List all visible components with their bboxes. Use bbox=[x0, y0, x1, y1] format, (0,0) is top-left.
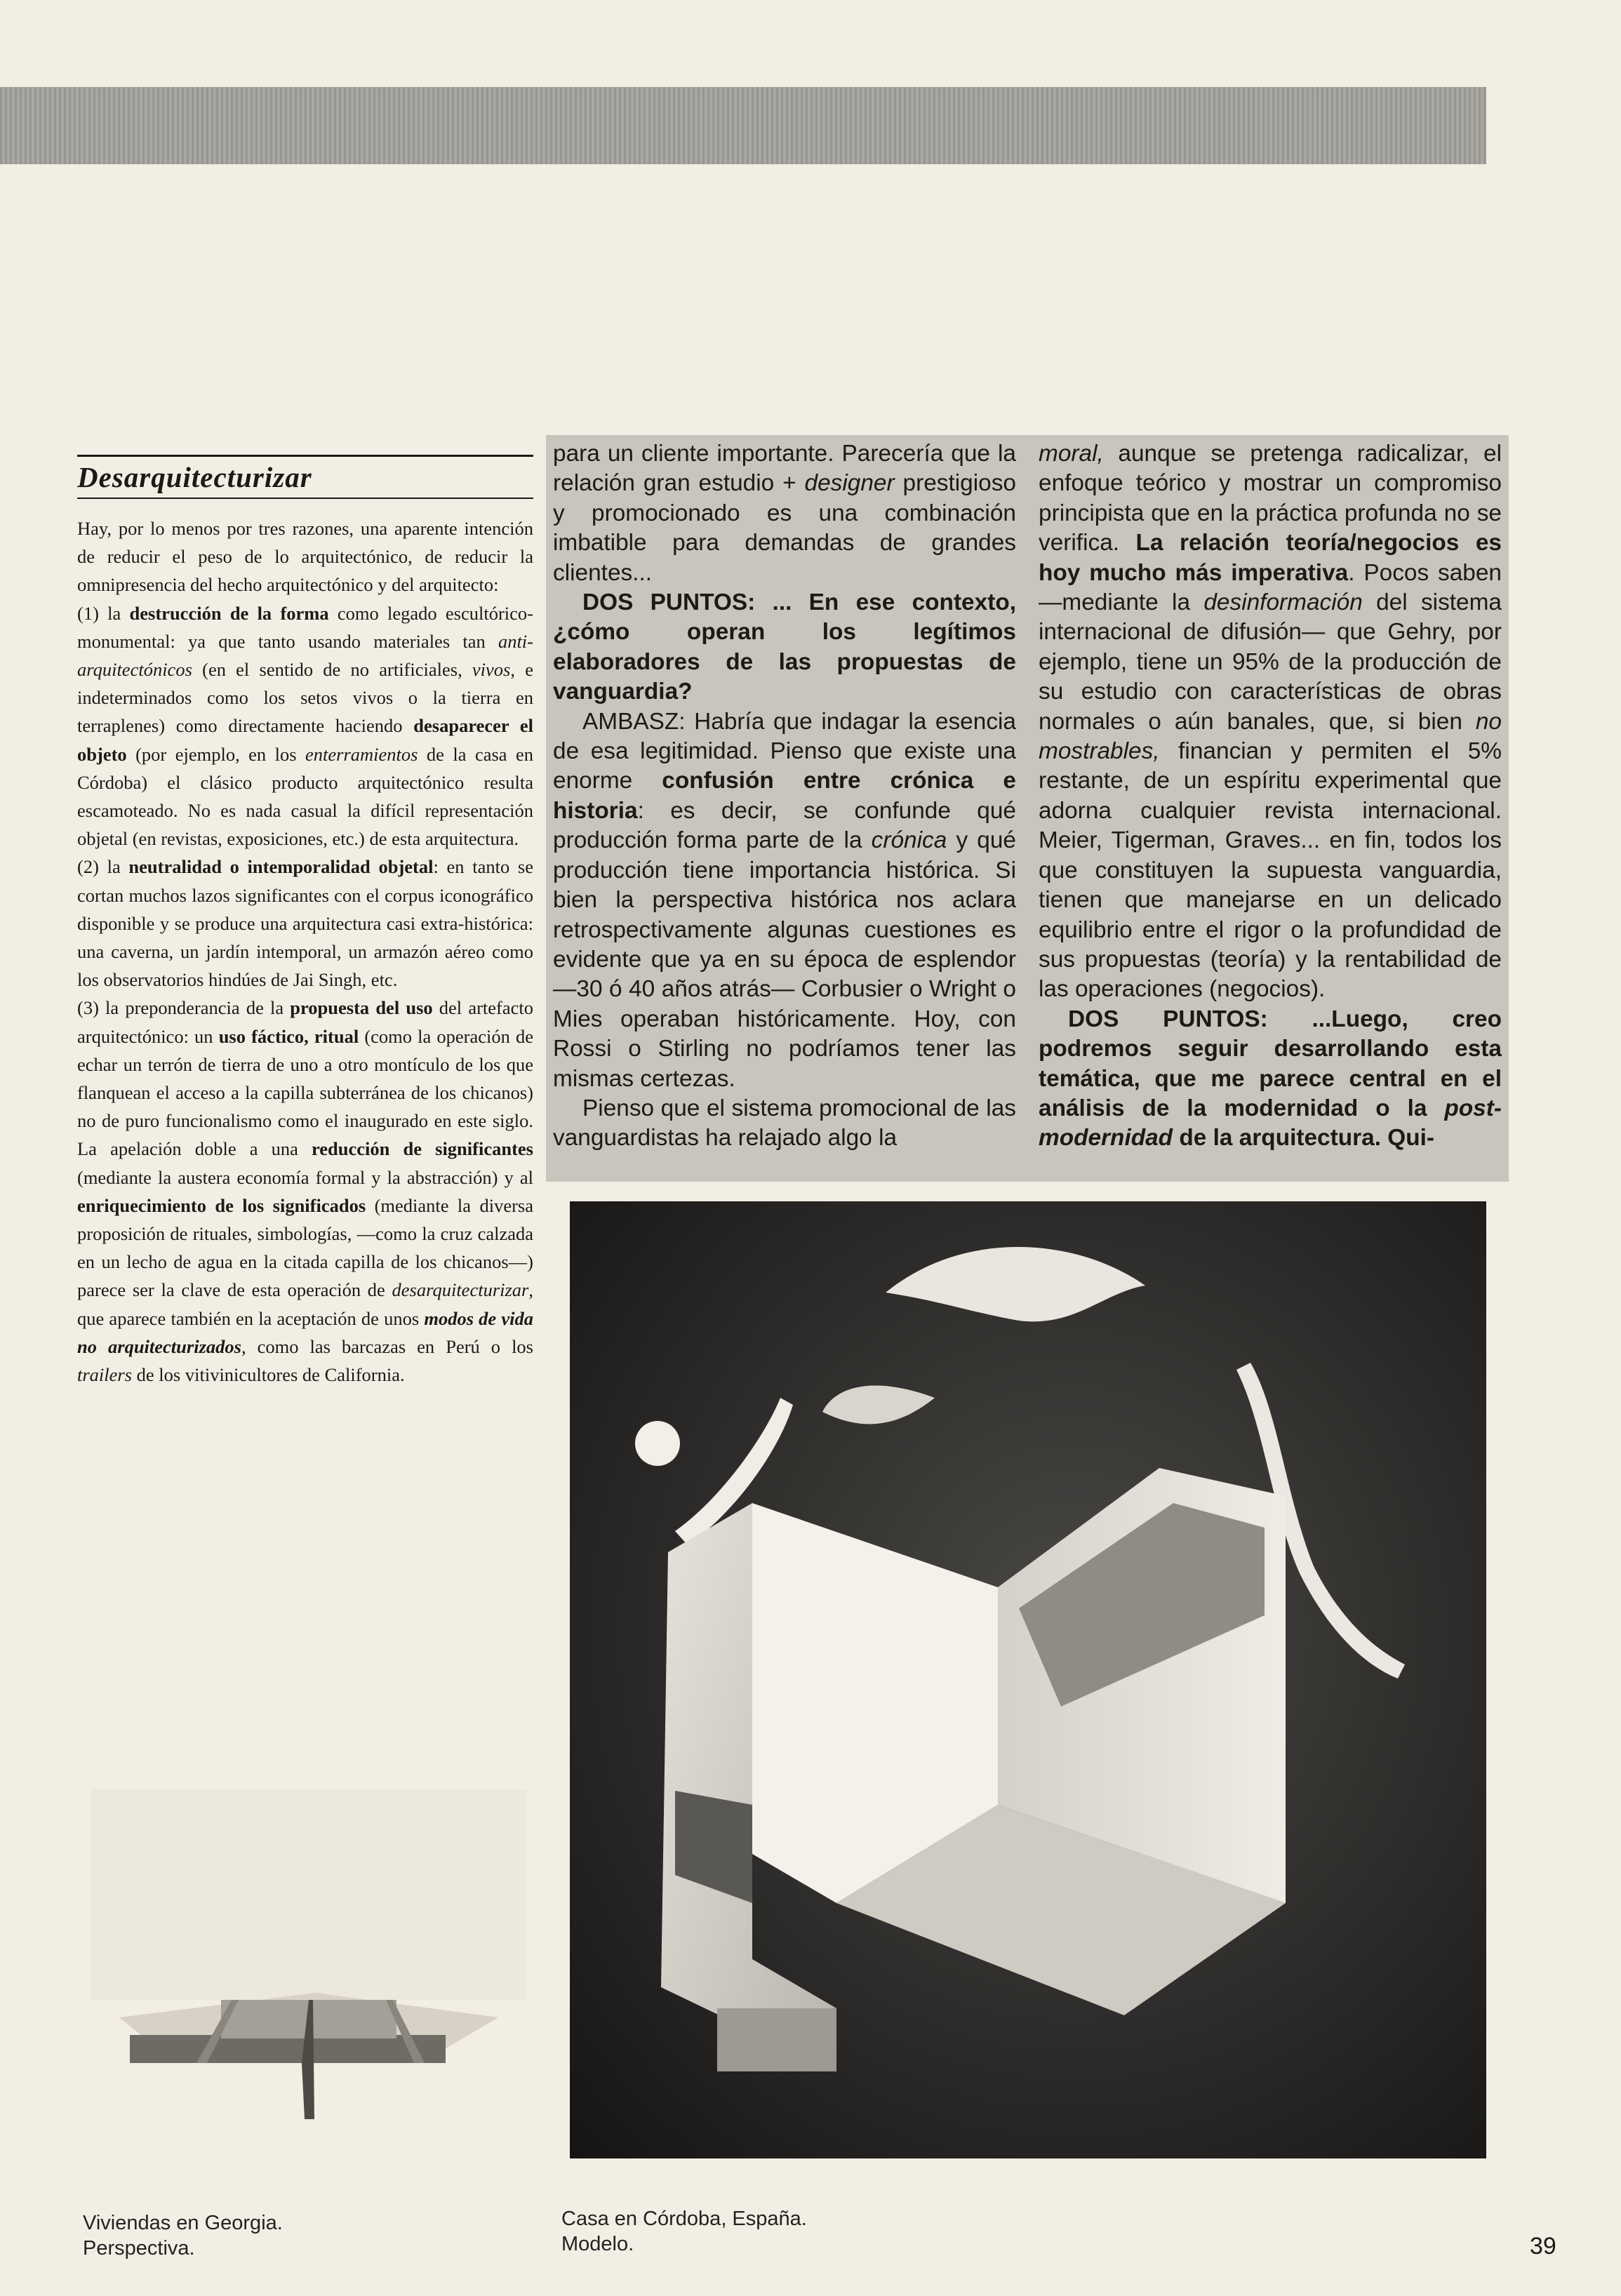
essay-title: Desarquitecturizar bbox=[77, 455, 533, 499]
interview-column-2 bbox=[1039, 439, 1502, 1154]
house-base bbox=[717, 2008, 836, 2071]
interview-paragraph: para un cliente importante. Parecería que la relación gran estudio + designer prestigioso y promocionado es una combinación imbatible para demandas de grandes clientes... bbox=[553, 441, 1016, 586]
essay-paragraph: (3) la preponderancia de la propuesta del uso del artefacto arquitectónico: un uso fáctico, ritual (como la operación de echar un terrón de tierra de uno a otro montículo de los que flanquean el acceso a la capilla subterránea de los chicanos) no de puro funcionalismo como el inaugurado en este siglo. La apelación doble a una reducción de significantes (mediante la austera economía formal y la abstracción) y al enriquecimiento de los significados (mediante la diversa proposición de rituales, simbologías, —como la cruz calzada en un lecho de agua en la citada capilla de los chicanos—) parece ser la clave de esta operación de desarquitecturizar, que aparece también en la aceptación de unos modos de vida no arquitecturizados, como las barcazas en Perú o los trailers de los vitivinicultores de California. bbox=[77, 997, 534, 1386]
caption-cordoba: Casa en Córdoba, España. Modelo. bbox=[561, 2208, 807, 2255]
caption-georgia: Viviendas en Georgia. Perspectiva. bbox=[83, 2212, 283, 2260]
interview-paragraph: DOS PUNTOS: ... En ese contexto, ¿cómo operan los legítimos elaboradores de las propuestas de vanguardia? bbox=[553, 589, 1016, 705]
essay-column bbox=[77, 455, 533, 1389]
essay-paragraph: Hay, por lo menos por tres razones, una aparente intención de reducir el peso de lo arquitectónico, de reducir la omnipresencia del hecho arquitectónico y del arquitecto: bbox=[77, 518, 533, 596]
interview-paragraph: DOS PUNTOS: ...Luego, creo podremos seguir desarrollando esta temática, que me parece central en el análisis de la modernidad o la post-modernidad de la arquitectura. Qui- bbox=[1039, 1006, 1502, 1152]
interview-column-1 bbox=[553, 439, 1016, 1154]
interview-paragraph: Pienso que el sistema promocional de las vanguardistas ha relajado algo la bbox=[553, 1095, 1016, 1152]
header-band bbox=[0, 87, 1486, 164]
essay-paragraph: (2) la neutralidad o intemporalidad objetal: en tanto se cortan muchos lazos significantes con el corpus iconográfico disponible y se produce una arquitectura casi extra-histórica: una caverna, un jardín intemporal, un armazón aéreo como los observatorios hindúes de Jai Singh, etc. bbox=[77, 856, 533, 991]
essay-body bbox=[77, 499, 533, 1389]
drawing-viviendas-georgia bbox=[91, 1789, 526, 2121]
interview-box bbox=[546, 435, 1509, 1182]
interview-paragraph: moral, aunque se pretenga radicalizar, el enfoque teórico y mostrar un compromiso principista que en la práctica profunda no se verifica. La relación teoría/negocios es hoy mucho más imperativa. Pocos saben —mediante la desinformación del sistema internacional de difusión— que Gehry, por ejemplo, tiene un 95% de la producción de su estudio con características de obras normales o aún banales, que, si bien no mostrables, financian y permiten el 5% restante, de un espíritu experimental que adorna cualquier revista internacional. Meier, Tigerman, Graves... en fin, todos los que constituyen la supuesta vanguardia, tienen que manejarse en un delicado equilibrio entre el rigor o la profundidad de sus propuestas (teoría) y la rentabilidad de las operaciones (negocios). bbox=[1039, 441, 1502, 1003]
circular-element bbox=[635, 1421, 680, 1466]
georgia-terrace bbox=[130, 2035, 446, 2063]
page-number: 39 bbox=[1530, 2233, 1556, 2260]
interview-paragraph: AMBASZ: Habría que indagar la esencia de esa legitimidad. Pienso que existe una enorme confusión entre crónica e historia: es decir, se confunde qué producción forma parte de la crónica y qué producción tiene importancia histórica. Si bien la perspectiva histórica nos aclara retrospectivamente algunas cuestiones es evidente que ya en su época de esplendor —30 ó 40 años atrás— Corbusier o Wright o Mies operaban históricamente. Hoy, con Rossi o Stirling no podríamos tener las mismas certezas. bbox=[553, 708, 1016, 1092]
photo-casa-cordoba bbox=[570, 1201, 1486, 2158]
essay-paragraph: (1) la destrucción de la forma como legado escultórico-monumental: ya que tanto usando materiales tan anti-arquitectónicos (en el sentido de no artificiales, vivos, e indeterminados como los setos vivos o la tierra en terraplenes) como directamente haciendo desaparecer el objeto (por ejemplo, en los enterramientos de la casa en Córdoba) el clásico producto arquitectónico resulta escamoteado. No es nada casual la difícil representación objetal (en revistas, exposiciones, etc.) de esta arquitectura. bbox=[77, 602, 534, 850]
